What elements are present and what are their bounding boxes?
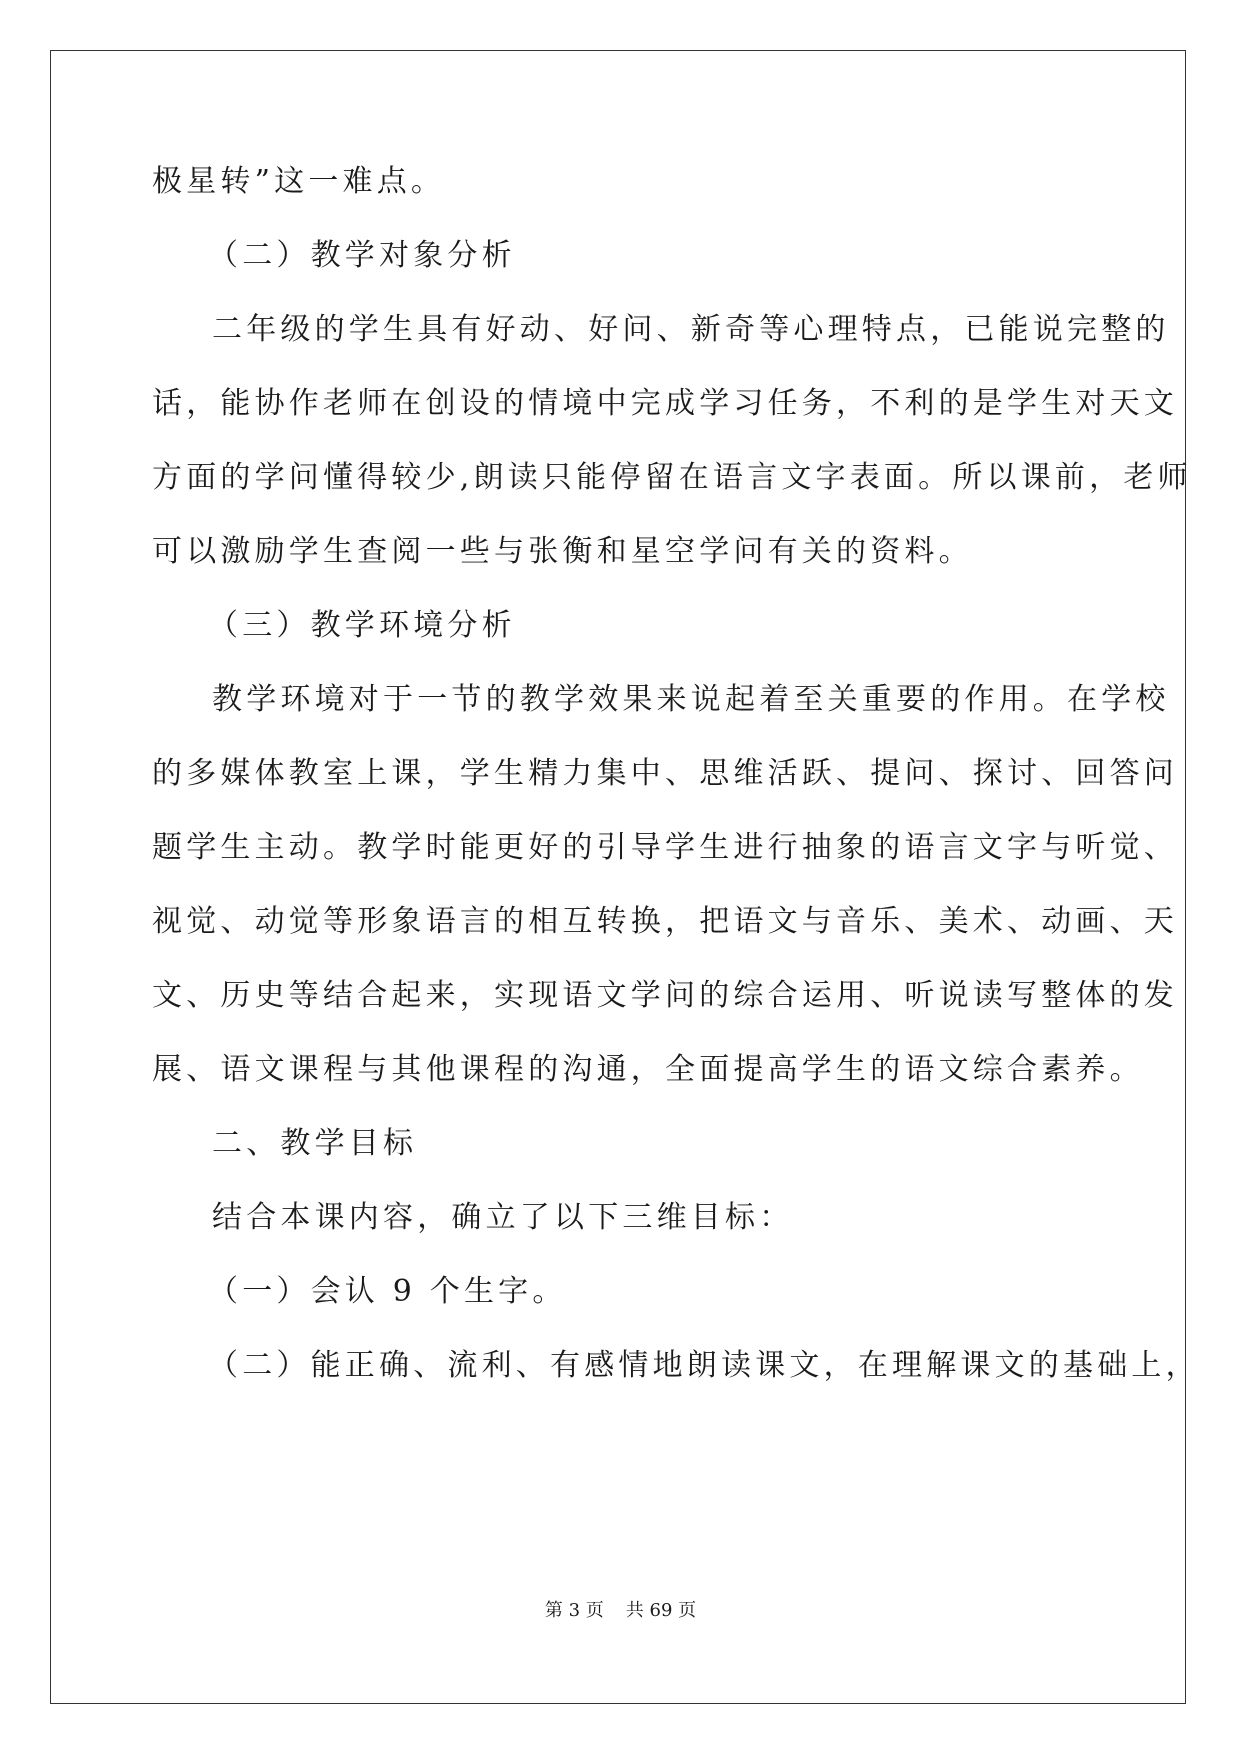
paragraph-line: 结合本课内容，确立了以下三维目标： [212,1200,794,1235]
paragraph-line: 方面的学问懂得较少,朗读只能停留在语言文字表面。所以课前，老师 [152,460,1192,495]
paragraph-line: 视觉、动觉等形象语言的相互转换，把语文与音乐、美术、动画、天 [152,904,1178,939]
section-heading: （二）教学对象分析 [208,238,516,273]
paragraph-line: 文、历史等结合起来，实现语文学问的综合运用、听说读写整体的发 [152,978,1178,1013]
page-footer [0,1600,1241,1622]
paragraph-line: 教学环境对于一节的教学效果来说起着至关重要的作用。在学校 [212,682,1170,717]
paragraph-line: 极星转”这一难点。 [152,164,446,199]
paragraph-line: 题学生主动。教学时能更好的引导学生进行抽象的语言文字与听觉、 [152,830,1178,865]
paragraph-line: 展、语文课程与其他课程的沟通，全面提高学生的语文综合素养。 [152,1052,1144,1087]
page-total: 共 69 页 [625,1600,697,1621]
section-heading: （三）教学环境分析 [208,608,516,643]
page-number: 第 3 页 [544,1600,604,1621]
list-item: （二）能正确、流利、有感情地朗读课文，在理解课文的基础上， [208,1348,1200,1383]
list-item: （一）会认 9 个生字。 [208,1274,567,1309]
paragraph-line: 可以激励学生查阅一些与张衡和星空学问有关的资料。 [152,534,973,569]
paragraph-line: 话，能协作老师在创设的情境中完成学习任务，不利的是学生对天文 [152,386,1178,421]
paragraph-line: 的多媒体教室上课，学生精力集中、思维活跃、提问、探讨、回答问 [152,756,1178,791]
paragraph-line: 二年级的学生具有好动、好问、新奇等心理特点，已能说完整的 [212,312,1170,347]
section-heading: 二、教学目标 [212,1126,418,1161]
page-border [50,50,1186,1704]
